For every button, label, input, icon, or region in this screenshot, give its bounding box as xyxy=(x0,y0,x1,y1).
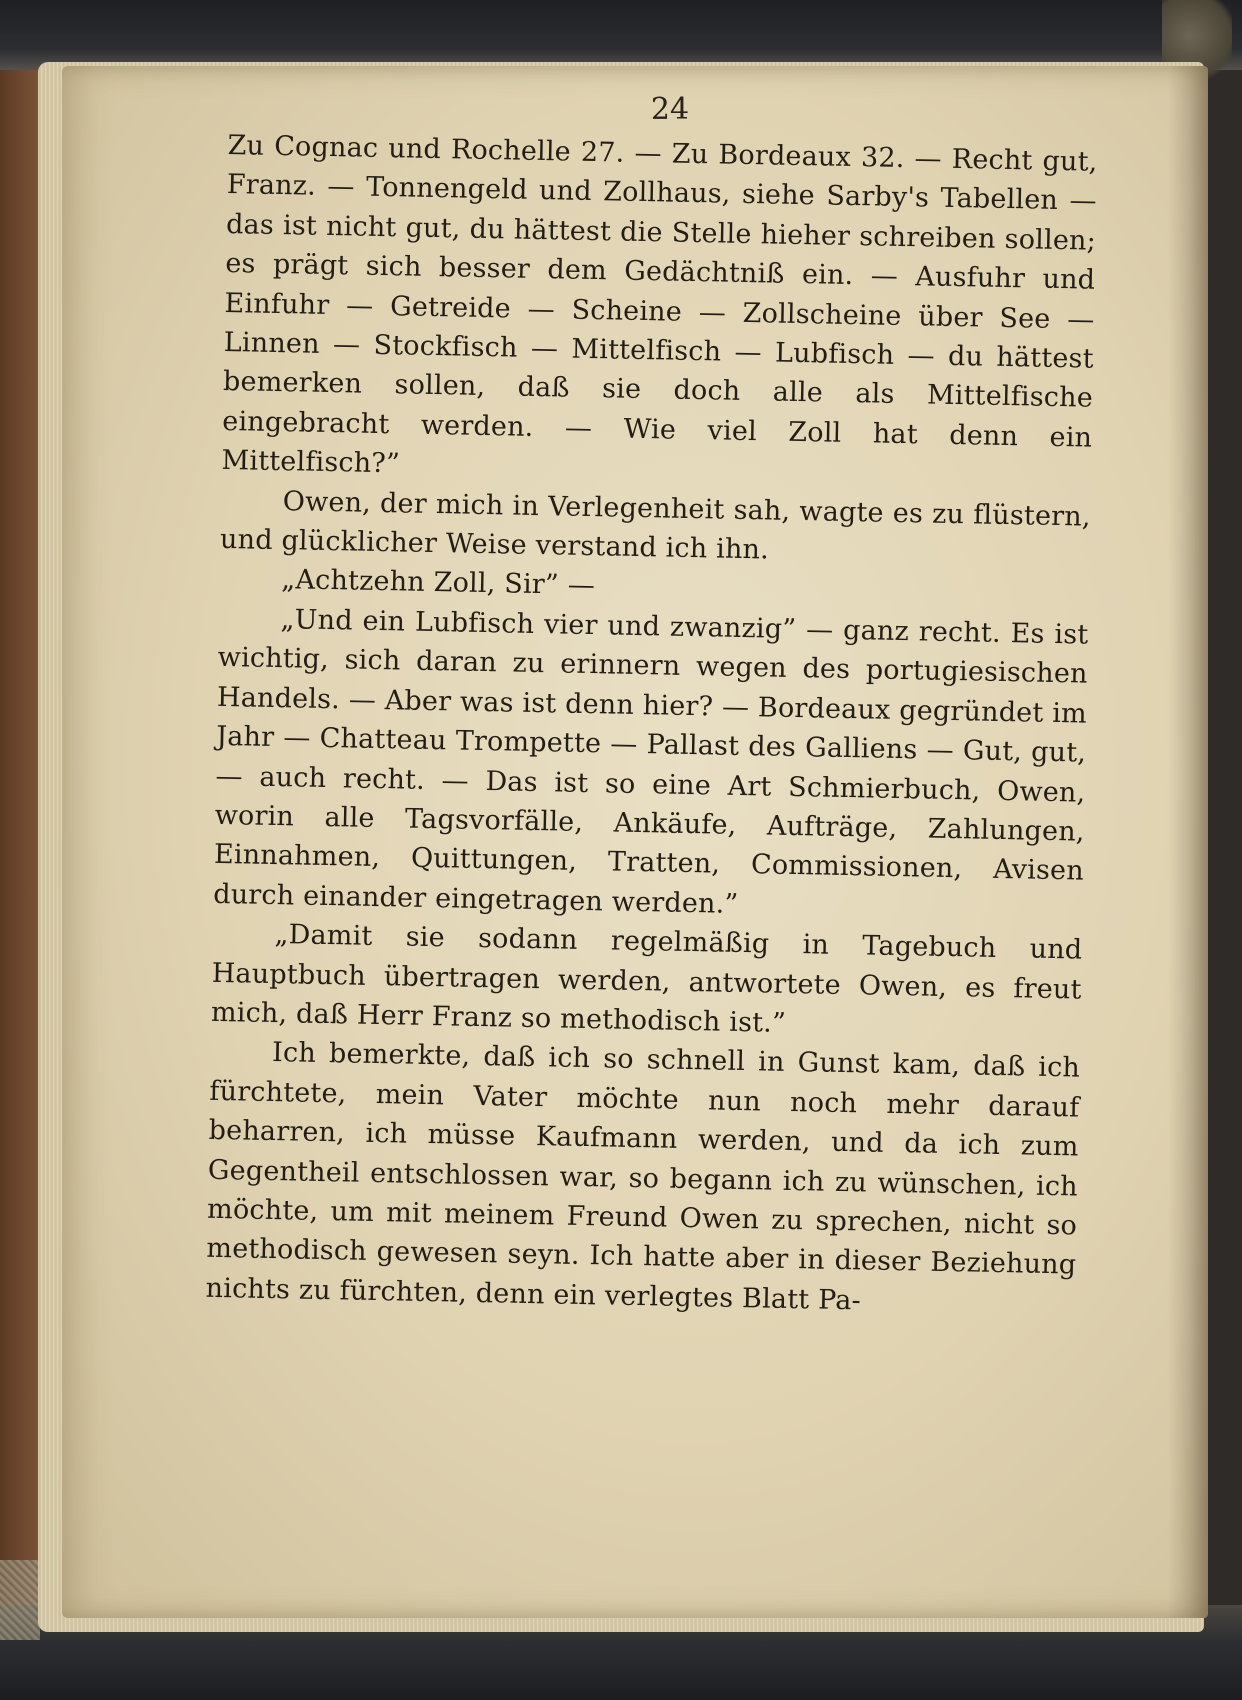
page-gutter xyxy=(1168,66,1208,1618)
cover-top-edge xyxy=(0,0,1242,70)
paragraph-2: Owen, der mich in Verlegenheit sah, wagte es zu flüstern, und glücklicher Weise verstand ich ihn. xyxy=(219,485,1091,566)
page-number: 24 xyxy=(650,92,690,127)
page-text xyxy=(205,126,1098,1325)
paragraph-4: „Und ein Lubfisch vier und zwanzig” — ganz recht. Es ist wichtig, sich daran zu erinnern wegen des portugiesischen Handels. — Aber was ist denn hier? — Bordeaux gegründet im Jahr — Chatteau Trompette — Pallast des Galliens — Gut, gut, — auch recht. — Das ist so eine Art Schmierbuch, Owen, worin alle Tagsvorfälle, Ankäufe, Aufträge, Zahlungen, Einnahmen, Quittungen, Tratten, Commissionen, Avisen durch einander eingetragen werden.” xyxy=(212,603,1089,920)
paragraph-6: Ich bemerkte, daß ich so schnell in Gunst kam, daß ich fürchtete, mein Vater möchte nun noch mehr darauf beharren, ich müsse Kaufmann werden, und da ich zum Gegentheil entschlossen war, so begann ich zu wünschen, ich möchte, um mit meinem Freund Owen zu sprechen, nicht so methodisch gewesen seyn. Ich hatte aber in dieser Beziehung nichts zu fürchten, denn ein verlegtes Blatt Pa- xyxy=(205,1037,1081,1317)
paragraph-5: „Damit sie sodann regelmäßig in Tagebuch und Hauptbuch übertragen werden, antwortete Owen, es freut mich, daß Herr Franz so methodisch ist.” xyxy=(210,919,1083,1039)
binding-thread xyxy=(0,1560,40,1640)
paragraph-1: Zu Cognac und Rochelle 27. — Zu Bordeaux 32. — Recht gut, Franz. — Tonnengeld und Zollhaus, siehe Sarby's Tabellen — das ist nicht gut, du hättest die Stelle hieher schreiben sollen; es prägt sich besser dem Gedächtniß ein. — Ausfuhr und Einfuhr — Getreide — Scheine — Zollscheine über See — Linnen — Stockfisch — Mittelfisch — Lubfisch — du hättest bemerken sollen, daß sie doch alle als Mittelfische eingebracht werden. — Wie viel Zoll hat denn ein Mittelfisch?” xyxy=(221,129,1098,480)
paragraph-3: „Achtzehn Zoll, Sir” — xyxy=(280,564,596,602)
